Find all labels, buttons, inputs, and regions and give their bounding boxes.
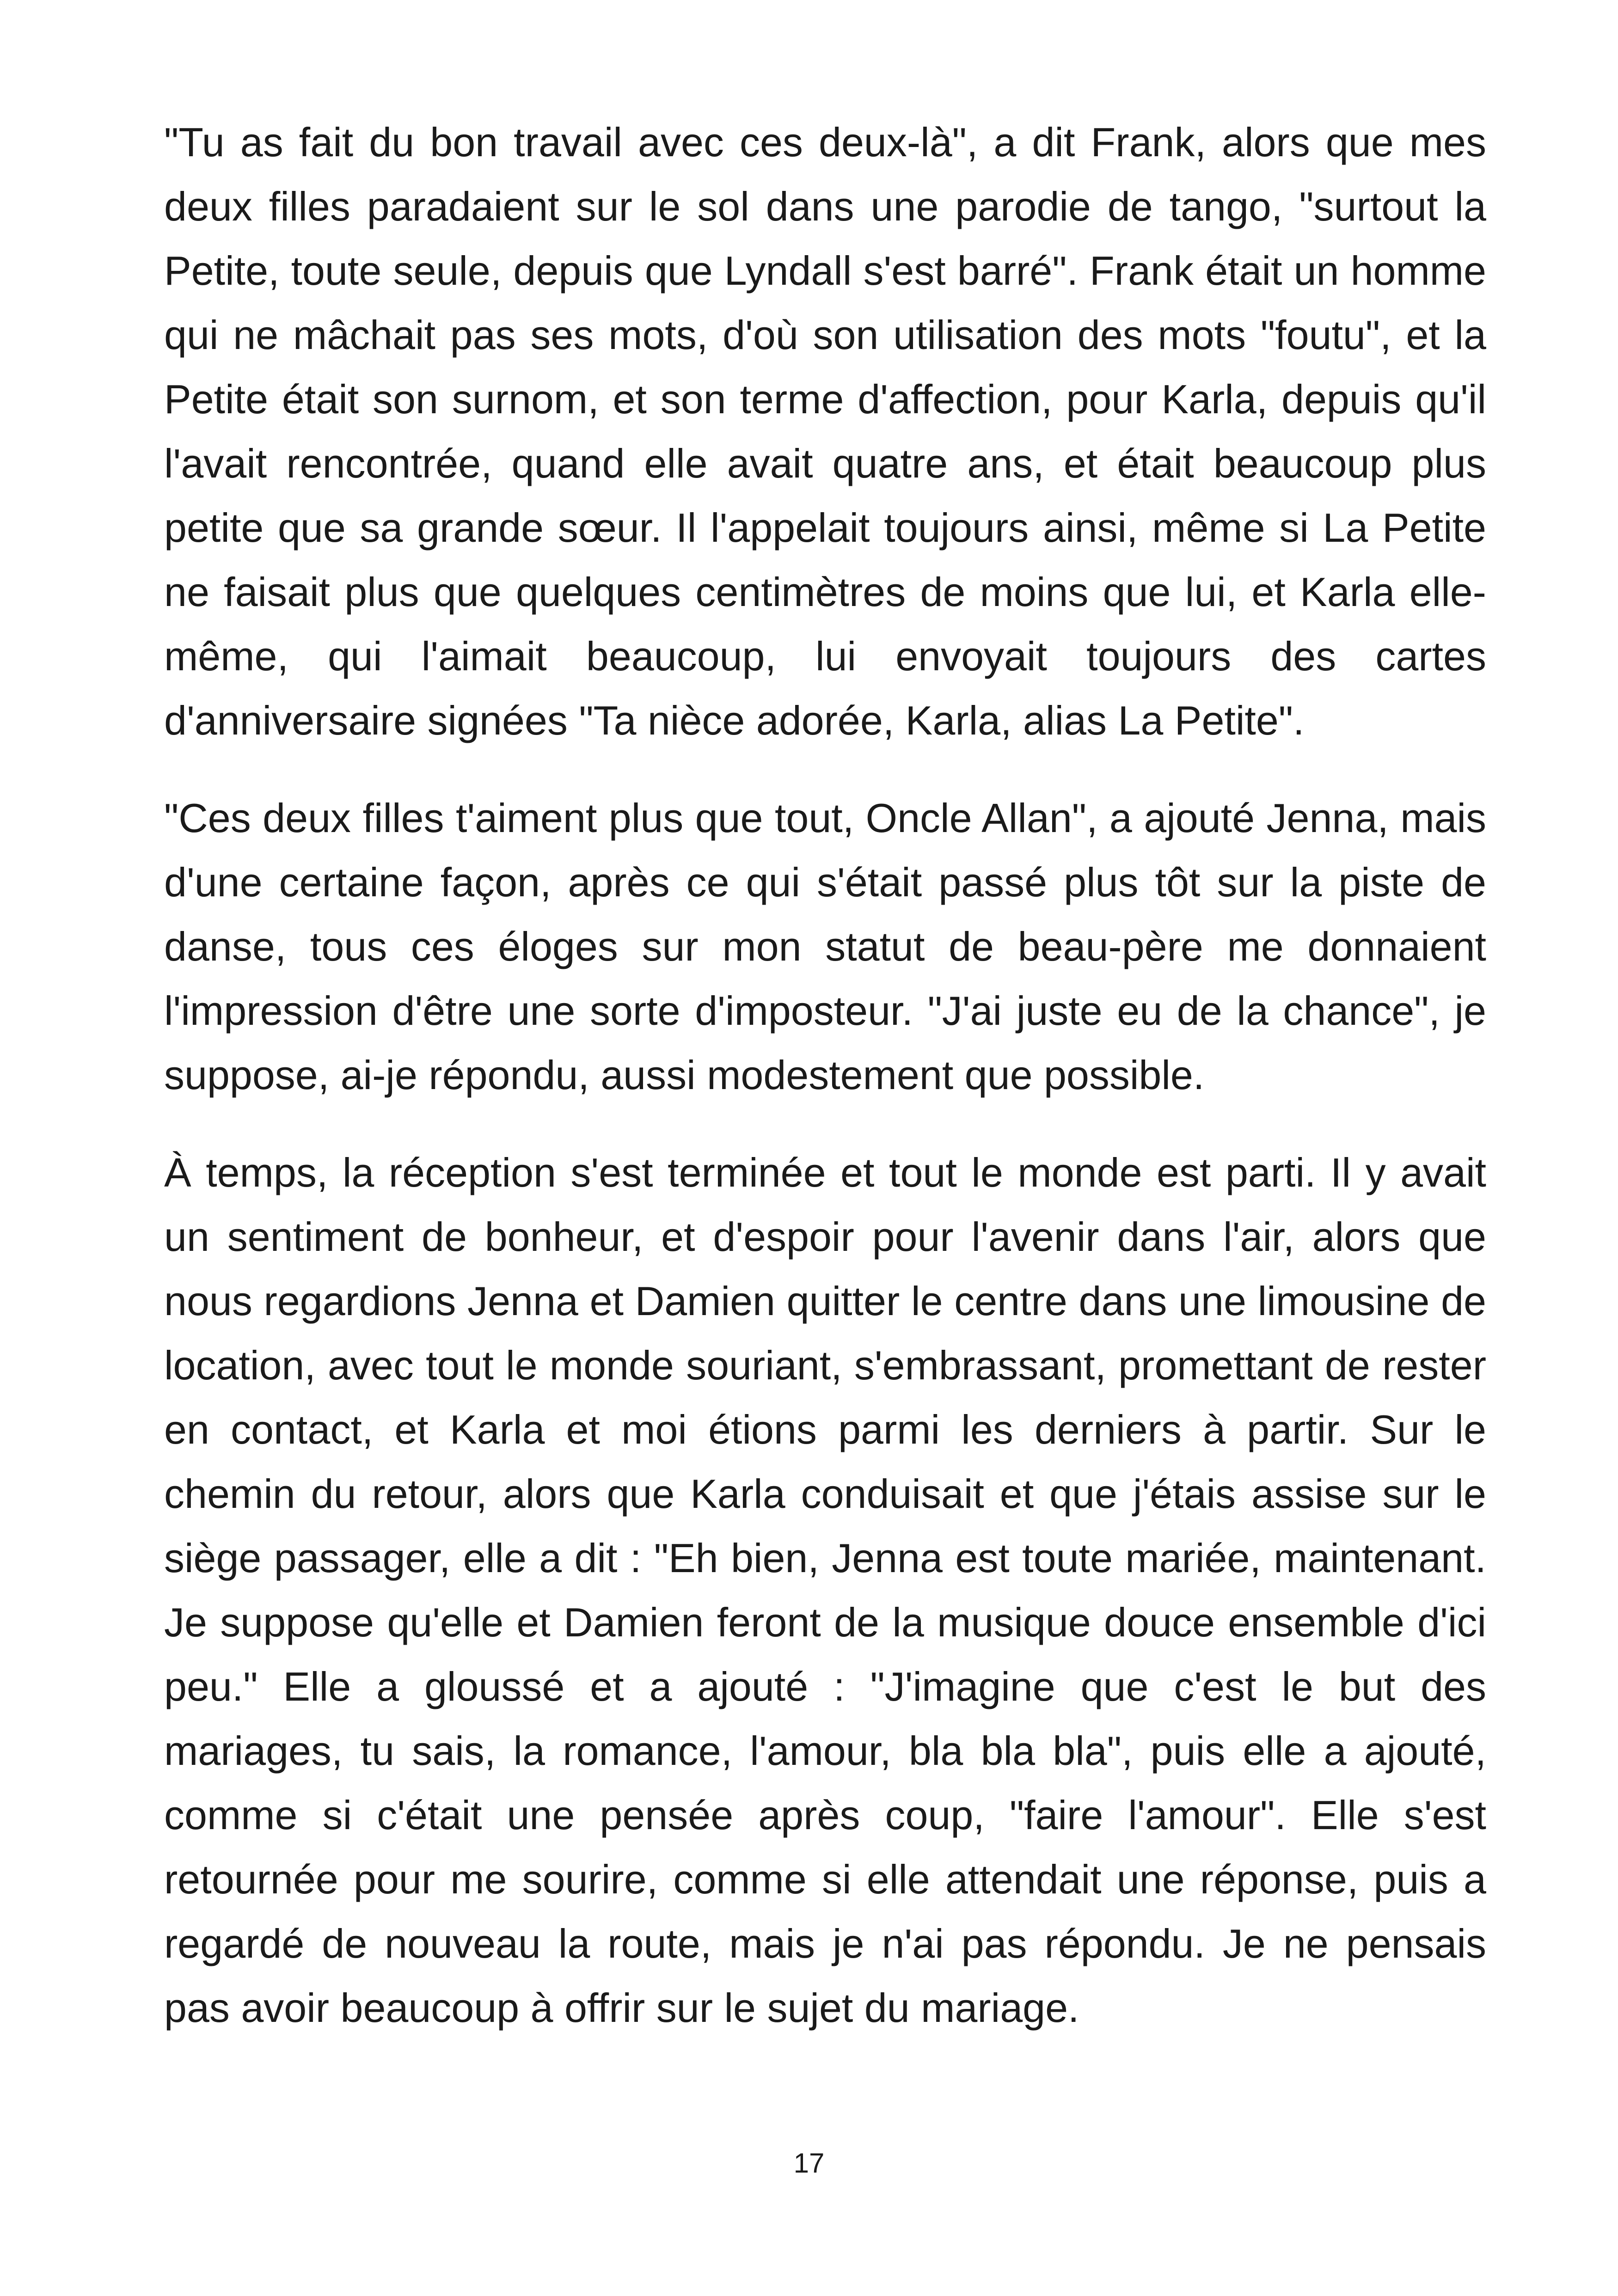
body-text [164,110,1486,2073]
page-number: 17 [793,2148,825,2179]
paragraph-1: "Tu as fait du bon travail avec ces deux-là", a dit Frank, alors que mes deux filles paradaient sur le sol dans une parodie de tango, "surtout la Petite, toute seule, depuis que Lyndall s'est barré". Frank était un homme qui ne mâchait pas ses mots, d'où son utilisation des mots "foutu", et la Petite était son surnom, et son terme d'affection, pour Karla, depuis qu'il l'avait rencontrée, quand elle avait quatre ans, et était beaucoup plus petite que sa grande sœur. Il l'appelait toujours ainsi, même si La Petite ne faisait plus que quelques centimètres de moins que lui, et Karla elle-même, qui l'aimait beaucoup, lui envoyait toujours des cartes d'anniversaire signées "Ta nièce adorée, Karla, alias La Petite". [164,119,1486,743]
paragraph-3: À temps, la réception s'est terminée et tout le monde est parti. Il y avait un sentiment de bonheur, et d'espoir pour l'avenir dans l'air, alors que nous regardions Jenna et Damien quitter le centre dans une limousine de location, avec tout le monde souriant, s'embrassant, promettant de rester en contact, et Karla et moi étions parmi les derniers à partir. Sur le chemin du retour, alors que Karla conduisait et que j'étais assise sur le siège passager, elle a dit : "Eh bien, Jenna est toute mariée, maintenant. Je suppose qu'elle et Damien feront de la musique douce ensemble d'ici peu." Elle a gloussé et a ajouté : "J'imagine que c'est le but des mariages, tu sais, la romance, l'amour, bla bla bla", puis elle a ajouté, comme si c'était une pensée après coup, "faire l'amour". Elle s'est retournée pour me sourire, comme si elle attendait une réponse, puis a regardé de nouveau la route, mais je n'ai pas répondu. Je ne pensais pas avoir beaucoup à offrir sur le sujet du mariage. [164,1150,1486,2031]
paragraph-2: "Ces deux filles t'aiment plus que tout, Oncle Allan", a ajouté Jenna, mais d'une certaine façon, après ce qui s'était passé plus tôt sur la piste de danse, tous ces éloges sur mon statut de beau-père me donnaient l'impression d'être une sorte d'imposteur. "J'ai juste eu de la chance", je suppose, ai-je répondu, aussi modestement que possible. [164,795,1486,1098]
